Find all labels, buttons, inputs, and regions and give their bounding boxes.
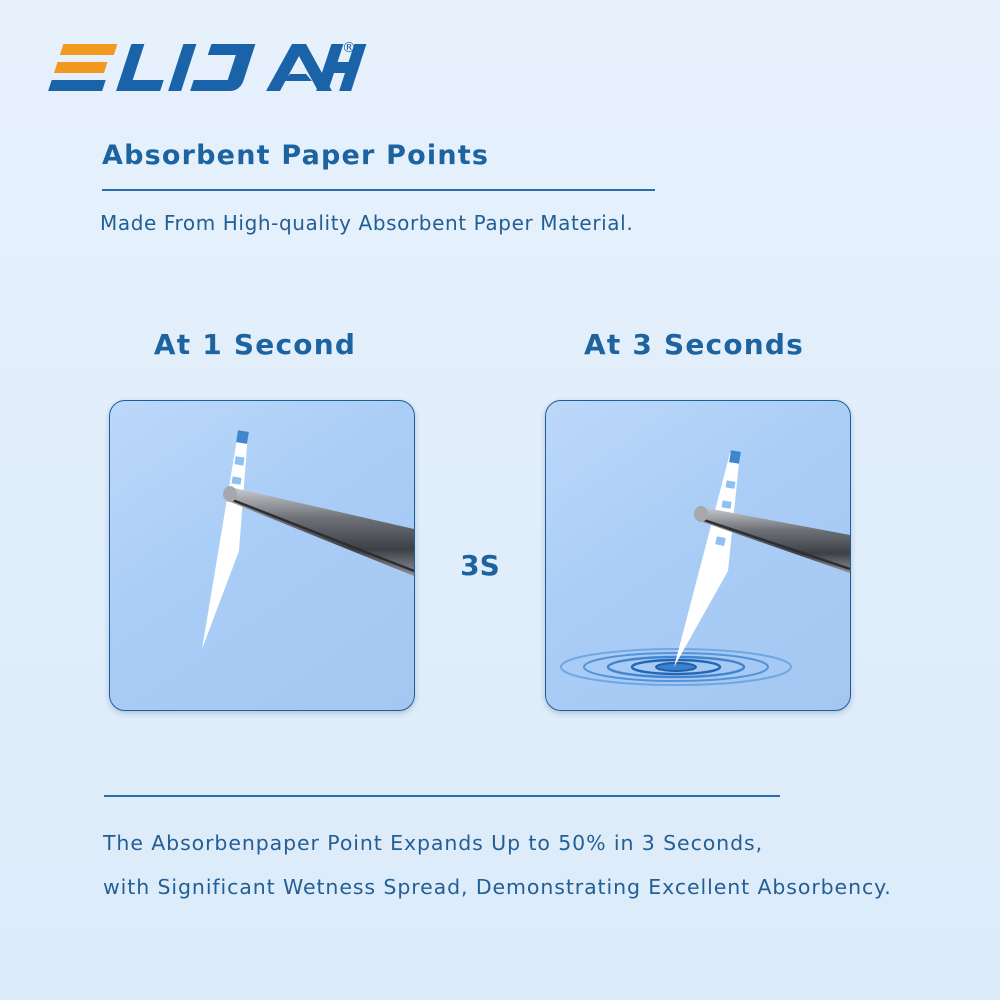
water-ripple <box>561 649 791 685</box>
time-label: 3S <box>460 549 500 582</box>
photo-1-second <box>109 400 415 711</box>
brand-logo <box>44 36 354 100</box>
paper-point-in-tweezers-image <box>110 401 414 710</box>
right-caption: At 3 Seconds <box>583 328 805 361</box>
photo-3-seconds <box>545 400 851 711</box>
footer-line-1: The Absorbenpaper Point Expands Up to 50% in 3 Seconds, <box>103 831 763 855</box>
page-title: Absorbent Paper Points <box>102 140 490 171</box>
paper-point-in-water-image <box>546 401 850 710</box>
page-subtitle: Made From High-quality Absorbent Paper Material. <box>100 211 634 235</box>
footer-line-2: with Significant Wetness Spread, Demonstrating Excellent Absorbency. <box>103 875 892 899</box>
footer-divider <box>104 795 780 797</box>
elijah-logo-graphic <box>44 36 354 100</box>
left-caption: At 1 Second <box>153 328 357 361</box>
title-divider <box>102 189 655 191</box>
registered-mark: ® <box>342 40 356 56</box>
